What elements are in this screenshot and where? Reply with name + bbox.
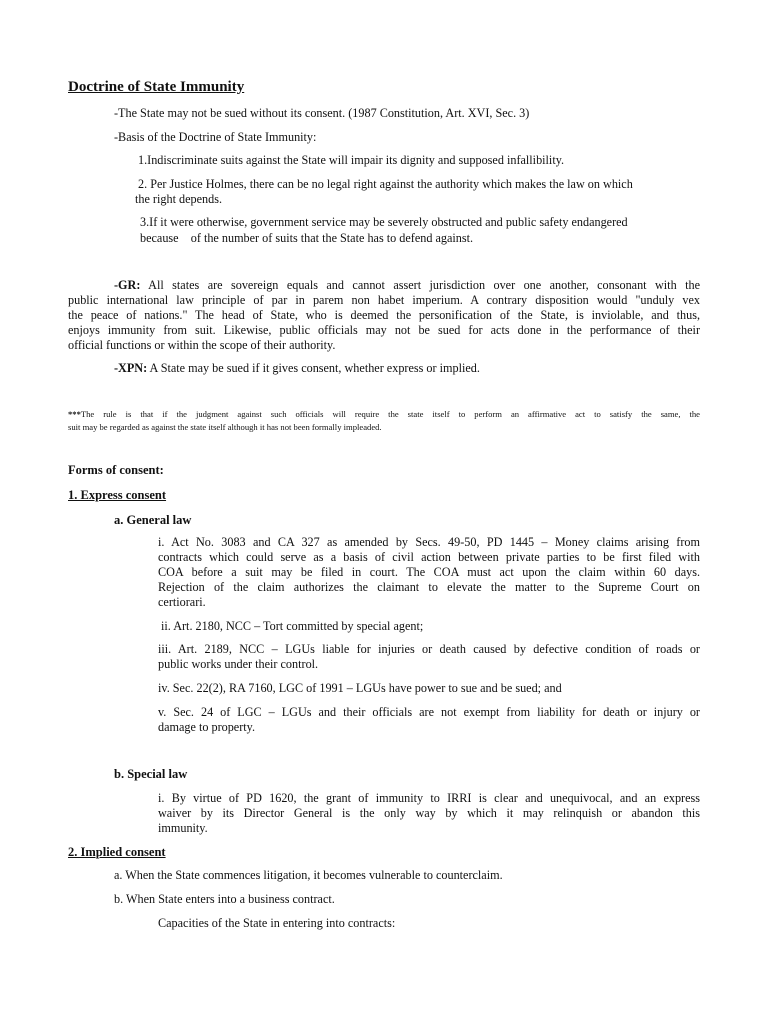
express-i-line-5: certiorari. bbox=[158, 595, 206, 609]
gr-label: -GR: bbox=[114, 278, 141, 292]
note-line-2: suit may be regarded as against the state itself although it has not been formally impleaded. bbox=[68, 422, 382, 432]
document-title: Doctrine of State Immunity bbox=[68, 79, 245, 95]
forms-heading: Forms of consent: bbox=[68, 463, 164, 477]
special-i-line-1: i. By virtue of PD 1620, the grant of immunity to IRRI is clear and unequivocal, and an express bbox=[158, 791, 700, 805]
express-i-line-1: i. Act No. 3083 and CA 327 as amended by Secs. 49-50, PD 1445 – Money claims arising from bbox=[158, 535, 700, 549]
basis-item-3-line-1: 3.If it were otherwise, government service may be severely obstructed and public safety endangered bbox=[140, 215, 628, 229]
intro-line-1: -The State may not be sued without its consent. (1987 Constitution, Art. XVI, Sec. 3) bbox=[114, 106, 530, 120]
express-v-line-1: v. Sec. 24 of LGC – LGUs and their officials are not exempt from liability for death or injury or bbox=[158, 705, 700, 719]
xpn-line bbox=[114, 361, 480, 376]
intro-line-2: -Basis of the Doctrine of State Immunity: bbox=[114, 130, 317, 144]
express-iii-line-1: iii. Art. 2189, NCC – LGUs liable for injuries or death caused by defective condition of roads or bbox=[158, 642, 700, 656]
special-i-line-3: immunity. bbox=[158, 821, 208, 835]
express-consent-heading: 1. Express consent bbox=[68, 488, 167, 502]
special-i-line-2: waiver by its Director General is the only way by which it may relinquish or abandon this bbox=[158, 806, 700, 820]
basis-item-3-line-2: because of the number of suits that the State has to defend against. bbox=[140, 231, 474, 245]
note-line-1 bbox=[68, 408, 700, 420]
implied-b: b. When State enters into a business contract. bbox=[114, 892, 335, 906]
note-text-1: The rule is that if the judgment against such officials will require the state itself to perform an affirmative act to satisfy the same, the bbox=[80, 409, 700, 419]
gr-line-1 bbox=[68, 278, 700, 293]
gr-text-1: All states are sovereign equals and cannot assert jurisdiction over one another, consonant with the bbox=[148, 278, 700, 292]
basis-item-1: 1.Indiscriminate suits against the State will impair its dignity and supposed infallibility. bbox=[138, 153, 565, 167]
express-i-line-4: Rejection of the claim authorizes the claimant to elevate the matter to the Supreme Court on bbox=[158, 580, 700, 594]
gr-line-4: enjoys immunity from suit. Likewise, public officials may not be sued for acts done in the performance of their bbox=[68, 323, 700, 337]
basis-item-2-line-2: the right depends. bbox=[135, 192, 222, 206]
express-i-line-2: contracts which could serve as a basis of civil action between private parties to be first filed with bbox=[158, 550, 700, 564]
gr-line-5: official functions or within the scope of their authority. bbox=[68, 338, 336, 352]
express-i-line-3: COA before a suit may be filed in court. The COA must act upon the claim within 60 days. bbox=[158, 565, 700, 579]
basis-item-2-line-1: 2. Per Justice Holmes, there can be no legal right against the authority which makes the law on which bbox=[138, 177, 633, 191]
express-ii: ii. Art. 2180, NCC – Tort committed by special agent; bbox=[161, 619, 424, 633]
gr-line-3: the peace of nations." The head of State, who is deemed the personification of the State, is inviolable, and thus, bbox=[68, 308, 700, 322]
xpn-text: A State may be sued if it gives consent, whether express or implied. bbox=[149, 361, 480, 375]
capacities-line: Capacities of the State in entering into contracts: bbox=[158, 916, 396, 930]
gr-line-2: public international law principle of par in parem non habet imperium. A contrary disposition would "unduly vex bbox=[68, 293, 700, 307]
implied-a: a. When the State commences litigation, it becomes vulnerable to counterclaim. bbox=[114, 868, 503, 882]
xpn-label: -XPN: bbox=[114, 361, 148, 375]
express-iv: iv. Sec. 22(2), RA 7160, LGC of 1991 – LGUs have power to sue and be sued; and bbox=[158, 681, 562, 695]
express-v-line-2: damage to property. bbox=[158, 720, 256, 734]
general-law-heading: a. General law bbox=[114, 513, 192, 527]
express-iii-line-2: public works under their control. bbox=[158, 657, 319, 671]
implied-consent-heading: 2. Implied consent bbox=[68, 845, 166, 859]
special-law-heading: b. Special law bbox=[114, 767, 188, 781]
note-stars: *** bbox=[68, 409, 81, 419]
